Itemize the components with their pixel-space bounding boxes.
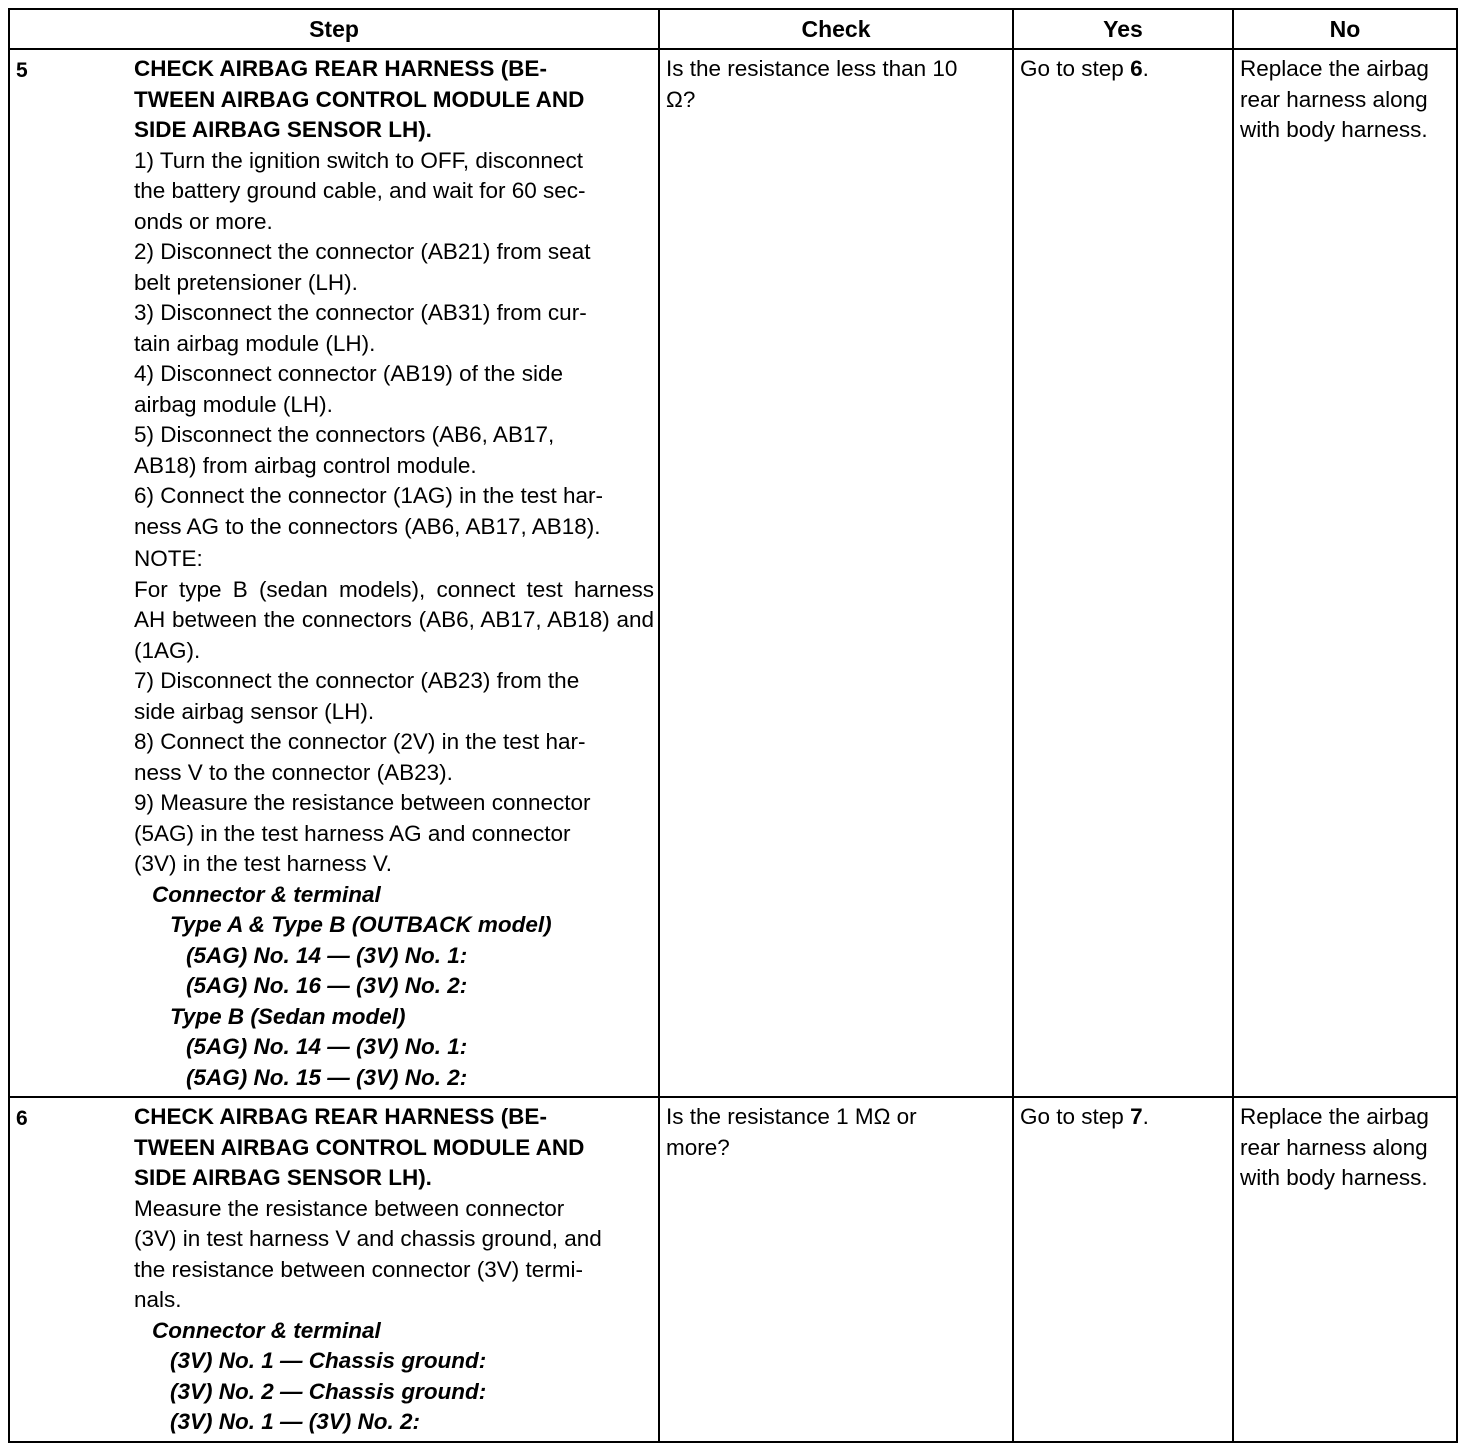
no-text: with body harness.: [1240, 1165, 1428, 1190]
table-row-step-5: [9, 49, 1457, 1097]
instruction-line: 1) Turn the ignition switch to OFF, disconnect: [134, 147, 583, 173]
yes-text: [1014, 1098, 1232, 1133]
instruction-line: Measure the resistance between connector: [134, 1195, 565, 1221]
connector-terminal-heading: Connector & terminal: [152, 881, 381, 907]
yes-text: [1014, 50, 1232, 85]
title-line: SIDE AIRBAG SENSOR LH).: [134, 117, 432, 142]
instruction-line: 3) Disconnect the connector (AB31) from cur-: [134, 300, 587, 325]
title-line: CHECK AIRBAG REAR HARNESS (BE-: [134, 56, 547, 81]
instruction-line: the resistance between connector (3V) termi-: [134, 1256, 583, 1282]
terminal-spec: (3V) No. 1 — Chassis ground:: [170, 1348, 487, 1373]
terminal-spec: (5AG) No. 14 — (3V) No. 1:: [186, 942, 468, 968]
check-text: more?: [666, 1134, 730, 1160]
step-title: [134, 54, 654, 146]
instruction-line: ness V to the connector (AB23).: [134, 759, 453, 785]
instruction-line: 2) Disconnect the connector (AB21) from seat: [134, 239, 591, 264]
type-b-heading: Type B (Sedan model): [170, 1003, 406, 1029]
no-text: with body harness.: [1240, 117, 1428, 142]
instruction-line: 9) Measure the resistance between connector: [134, 790, 591, 815]
terminal-spec: (5AG) No. 14 — (3V) No. 1:: [186, 1034, 468, 1059]
check-text: Ω?: [666, 86, 696, 112]
type-a-heading: Type A & Type B (OUTBACK model): [170, 912, 552, 937]
instruction-line: airbag module (LH).: [134, 391, 333, 417]
yes-cell: [1013, 49, 1233, 1097]
no-text: rear harness along: [1240, 1134, 1428, 1160]
step-cell: [9, 49, 659, 1097]
yes-suffix: .: [1142, 1104, 1149, 1129]
no-cell: [1233, 1097, 1457, 1442]
note-text: For type B (sedan models), connect test harness AH between the connectors (AB6, AB17, AB18) and (1AG).: [134, 576, 654, 663]
terminal-spec: (3V) No. 2 — Chassis ground:: [170, 1378, 487, 1404]
instruction-lines: [134, 666, 654, 880]
step-body: [134, 1098, 658, 1440]
instruction-line: tain airbag module (LH).: [134, 330, 376, 356]
instruction-line: 8) Connect the connector (2V) in the test har-: [134, 729, 586, 754]
instruction-line: 7) Disconnect the connector (AB23) from the: [134, 668, 580, 693]
yes-step-number: 7: [1130, 1104, 1143, 1129]
check-cell: [659, 1097, 1013, 1442]
header-yes: Yes: [1013, 9, 1233, 49]
yes-prefix: Go to step: [1020, 1104, 1131, 1129]
yes-suffix: .: [1142, 56, 1149, 81]
header-no: No: [1233, 9, 1457, 49]
step-title: [134, 1102, 654, 1194]
header-check: Check: [659, 9, 1013, 49]
instruction-line: 4) Disconnect connector (AB19) of the side: [134, 361, 563, 386]
no-cell: [1233, 49, 1457, 1097]
title-line: TWEEN AIRBAG CONTROL MODULE AND: [134, 1134, 585, 1160]
table-row-step-6: [9, 1097, 1457, 1442]
instruction-lines: [134, 146, 654, 543]
instruction-line: (3V) in test harness V and chassis ground, and: [134, 1226, 602, 1251]
instruction-line: (3V) in the test harness V.: [134, 851, 393, 876]
instruction-line: AB18) from airbag control module.: [134, 452, 477, 478]
header-step: Step: [9, 9, 659, 49]
note-label: NOTE:: [134, 546, 203, 571]
instruction-line: ness AG to the connectors (AB6, AB17, AB18).: [134, 513, 601, 539]
instruction-line: side airbag sensor (LH).: [134, 698, 375, 724]
check-text: Is the resistance 1 MΩ or: [666, 1104, 917, 1129]
instruction-line: (5AG) in the test harness AG and connector: [134, 820, 571, 846]
terminal-spec: (5AG) No. 16 — (3V) No. 2:: [186, 973, 468, 998]
check-text: Is the resistance less than 10: [666, 56, 958, 81]
step-number: 6: [16, 1107, 28, 1130]
terminal-spec: (3V) No. 1 — (3V) No. 2:: [170, 1409, 421, 1434]
check-cell: [659, 49, 1013, 1097]
yes-cell: [1013, 1097, 1233, 1442]
title-line: CHECK AIRBAG REAR HARNESS (BE-: [134, 1104, 547, 1129]
instruction-line: onds or more.: [134, 208, 273, 234]
no-text: Replace the airbag: [1240, 56, 1429, 81]
terminal-spec: (5AG) No. 15 — (3V) No. 2:: [186, 1064, 468, 1090]
instruction-line: belt pretensioner (LH).: [134, 269, 358, 295]
step-cell: [9, 1097, 659, 1442]
instruction-line: nals.: [134, 1287, 182, 1312]
step-body: [134, 50, 658, 1095]
instruction-line: the battery ground cable, and wait for 60 sec-: [134, 178, 586, 203]
no-text: Replace the airbag: [1240, 1104, 1429, 1129]
instruction-lines: [134, 1194, 654, 1316]
connector-terminal-heading: Connector & terminal: [152, 1317, 381, 1343]
yes-prefix: Go to step: [1020, 56, 1131, 81]
header-row: [9, 9, 1457, 49]
instruction-line: 6) Connect the connector (1AG) in the test har-: [134, 483, 603, 508]
title-line: SIDE AIRBAG SENSOR LH).: [134, 1165, 432, 1190]
title-line: TWEEN AIRBAG CONTROL MODULE AND: [134, 86, 585, 112]
instruction-line: 5) Disconnect the connectors (AB6, AB17,: [134, 422, 555, 447]
no-text: rear harness along: [1240, 86, 1428, 112]
diagnostic-table: [8, 8, 1458, 1443]
step-number: 5: [16, 59, 28, 82]
yes-step-number: 6: [1130, 56, 1143, 81]
